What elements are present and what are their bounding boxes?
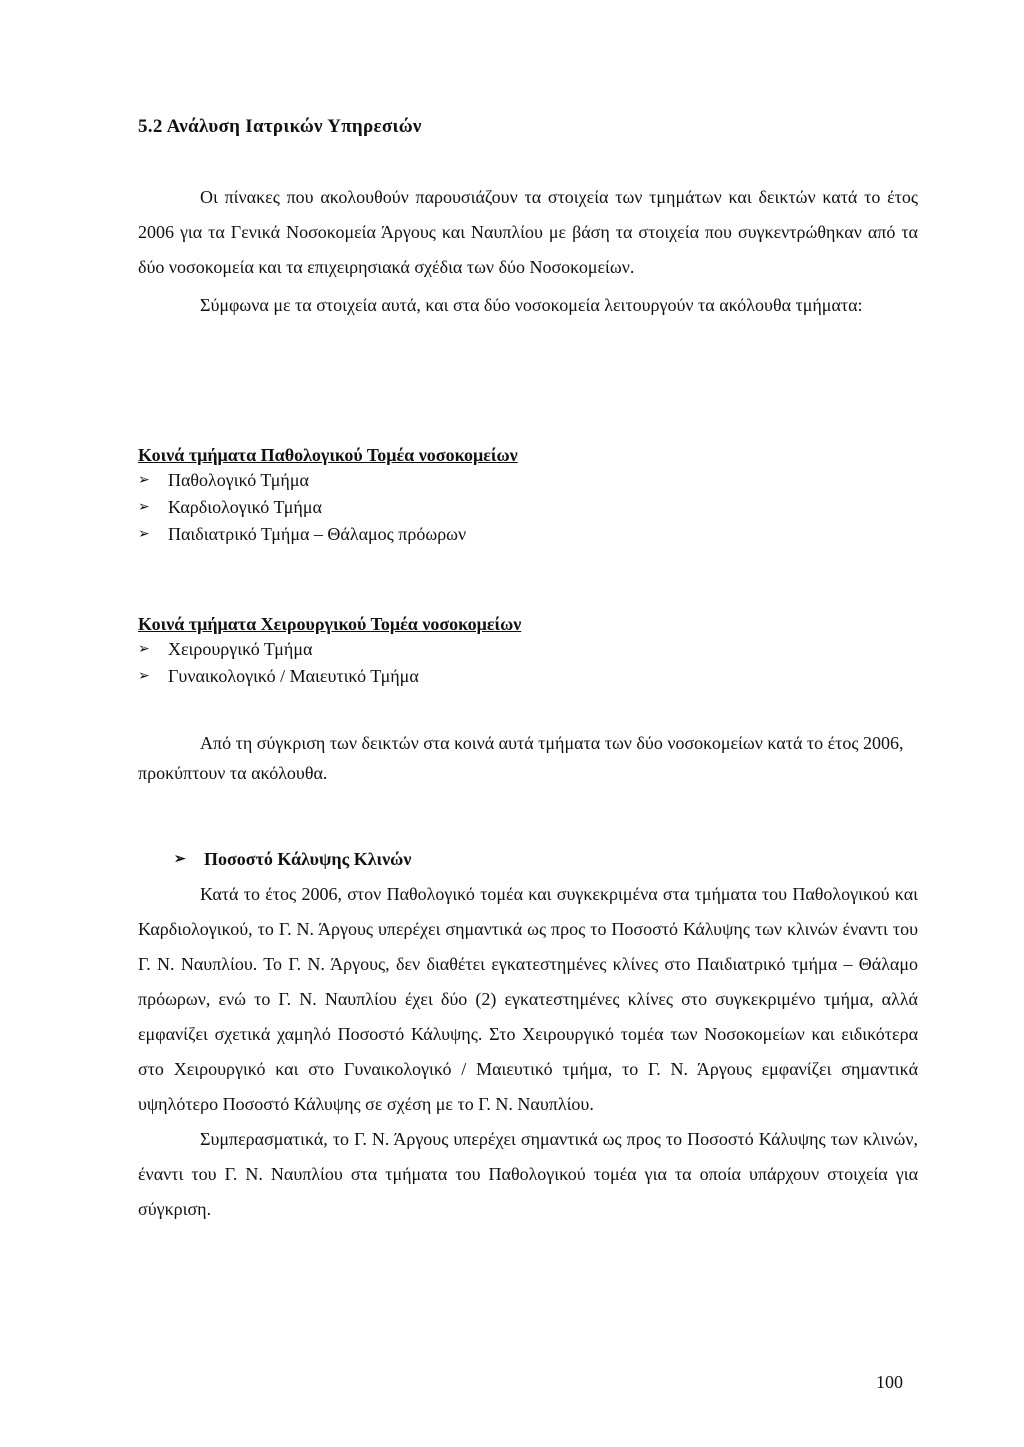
arrow-bullet-icon: ➢ [138,527,150,542]
surgery-section [138,612,918,690]
surgery-title: Κοινά τμήματα Χειρουργικού Τομέα νοσοκομείων [138,614,522,634]
pathology-section [138,443,918,548]
intro-paragraph-2: Σύμφωνα με τα στοιχεία αυτά, και στα δύο νοσοκομεία λειτουργούν τα ακόλουθα τμήματα: [200,295,863,315]
intro-block [138,180,918,323]
pathology-list [138,467,918,548]
pathology-title: Κοινά τμήματα Παθολογικού Τομέα νοσοκομείων [138,445,518,465]
section-heading: 5.2 Ανάλυση Ιατρικών Υπηρεσιών [138,116,422,137]
arrow-bullet-icon: ➢ [138,642,150,657]
list-item: ➢ Παιδιατρικό Τμήμα – Θάλαμος πρόωρων [138,521,918,548]
arrow-bullet-icon: ➢ [174,852,186,867]
arrow-bullet-icon: ➢ [138,669,150,684]
conclusion-paragraph: Συμπερασματικά, το Γ. Ν. Άργους υπερέχει σημαντικά ως προς το Ποσοστό Κάλυψης των κλινών, έναντι του Γ. Ν. Ναυπλίου στα τμήματα του Παθολογικού τομέα για τα οποία υπάρχουν στοιχεία για σύγκριση. [138,1129,918,1219]
comparison-paragraph: Από τη σύγκριση των δεικτών στα κοινά αυτά τμήματα των δύο νοσοκομείων κατά το έτος 2006, προκύπτουν τα ακόλουθα. [138,733,904,783]
arrow-bullet-icon: ➢ [138,473,150,488]
arrow-bullet-icon: ➢ [138,500,150,515]
intro-paragraph: Οι πίνακες που ακολουθούν παρουσιάζουν τα στοιχεία των τμημάτων και δεικτών κατά το έτος 2006 για τα Γενικά Νοσοκομεία Άργους και Ναυπλίου με βάση τα στοιχεία που συγκεντρώθηκαν από τα δύο νοσοκομεία και τα επιχειρησιακά σχέδια των δύο Νοσοκομείων. [138,187,918,277]
bed-occupancy-section [138,842,918,1227]
comparison-block [138,728,918,788]
surgery-list [138,636,918,690]
page-number: 100 [876,1372,903,1392]
list-item: ➢ Παθολογικό Τμήμα [138,467,918,494]
bed-occupancy-title: ➢ Ποσοστό Κάλυψης Κλινών [138,842,918,877]
bed-occupancy-paragraph: Κατά το έτος 2006, στον Παθολογικό τομέα και συγκεκριμένα στα τμήματα του Παθολογικού και Καρδιολογικού, το Γ. Ν. Άργους υπερέχει σημαντικά ως προς το Ποσοστό Κάλυψης των κλινών έναντι του Γ. Ν. Ναυπλίου. Το Γ. Ν. Άργους, δεν διαθέτει εγκατεστημένες κλίνες στο Παιδιατρικό τμήμα – Θάλαμο πρόωρων, ενώ το Γ. Ν. Ναυπλίου έχει δύο (2) εγκατεστημένες κλίνες στο συγκεκριμένο τμήμα, αλλά εμφανίζει σχετικά χαμηλό Ποσοστό Κάλυψης. Στο Χειρουργικό τομέα των Νοσοκομείων και ειδικότερα στο Χειρουργικό και στο Γυναικολογικό / Μαιευτικό τμήμα, το Γ. Ν. Άργους εμφανίζει σημαντικά υψηλότερο Ποσοστό Κάλυψης σε σχέση με το Γ. Ν. Ναυπλίου. [138,884,918,1114]
list-item: ➢ Καρδιολογικό Τμήμα [138,494,918,521]
list-item: ➢ Χειρουργικό Τμήμα [138,636,918,663]
list-item: ➢ Γυναικολογικό / Μαιευτικό Τμήμα [138,663,918,690]
